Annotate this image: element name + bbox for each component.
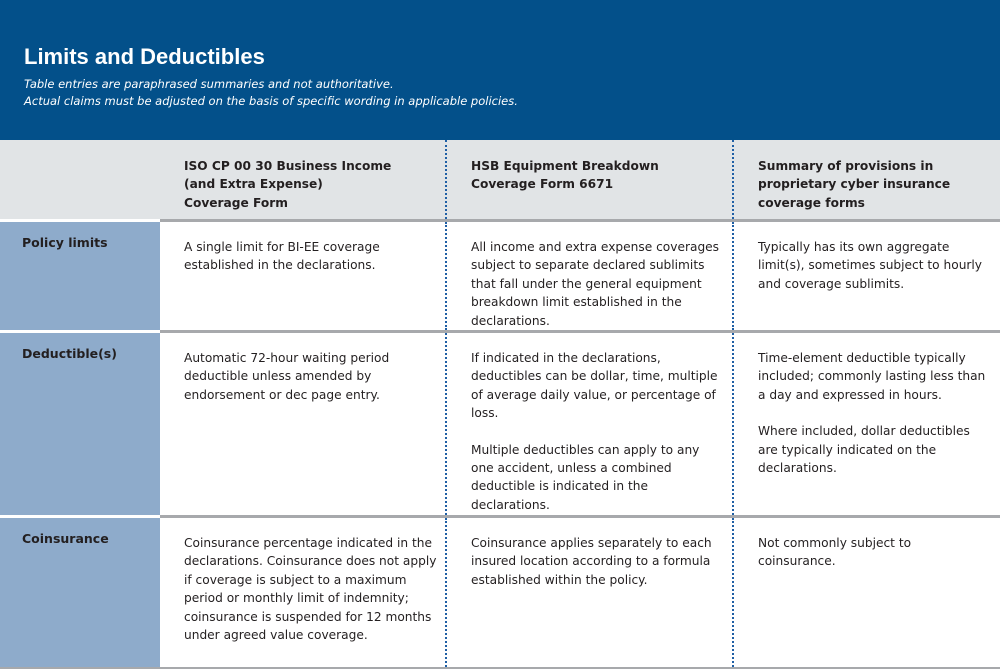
table-row xyxy=(0,330,1000,515)
cell-text: Time-element deductible typically included; commonly lasting less than a day and expressed in hours. xyxy=(758,351,986,402)
cell-text: Where included, dollar deductibles are typically indicated on the declarations. xyxy=(758,424,970,476)
column-header-hsb xyxy=(445,140,732,219)
limits-table xyxy=(0,140,1000,669)
header-line: Coverage Form xyxy=(184,195,288,210)
column-header-iso xyxy=(160,140,445,219)
disclaimer-line: Actual claims must be adjusted on the basis of specific wording in applicable policies. xyxy=(24,94,518,108)
table-cell xyxy=(445,222,732,330)
header-line: proprietary cyber insurance xyxy=(758,177,951,192)
page-title: Limits and Deductibles xyxy=(24,44,265,69)
cell-text: Typically has its own aggregate limit(s), sometimes subject to hourly and coverage sublimits. xyxy=(758,240,983,291)
header-line: HSB Equipment Breakdown xyxy=(471,159,659,173)
cell-text: If indicated in the declarations, deductibles can be dollar, time, multiple of average daily value, or percentage of loss. xyxy=(471,351,718,421)
row-label: Policy limits xyxy=(0,219,160,330)
table-row xyxy=(0,219,1000,330)
header-line: (and Extra Expense) xyxy=(184,177,323,192)
table-cell xyxy=(732,518,1000,667)
header-line: coverage forms xyxy=(758,195,865,210)
table-cell xyxy=(732,333,1000,515)
cell-text: Automatic 72-hour waiting period deductible unless amended by endorsement or dec page entry. xyxy=(184,351,390,402)
table-row xyxy=(0,515,1000,667)
column-header-cyber xyxy=(732,140,1000,219)
table-cell xyxy=(160,222,445,330)
table-cell xyxy=(160,518,445,667)
header-line: Summary of provisions in xyxy=(758,159,934,173)
table-cell xyxy=(445,518,732,667)
header-line: Coverage Form 6671 xyxy=(471,177,614,192)
title-banner xyxy=(0,0,1000,140)
cell-text: Multiple deductibles can apply to any one accident, unless a combined deductible is indicated in the declarations. xyxy=(471,442,700,512)
row-label: Deductible(s) xyxy=(0,330,160,515)
cell-text: All income and extra expense coverages subject to separate declared sublimits that fall under the general equipment breakdown limit established in the declarations. xyxy=(471,240,720,328)
cell-text: Not commonly subject to coinsurance. xyxy=(758,536,912,569)
table-header-row xyxy=(0,140,1000,219)
table-cell xyxy=(445,333,732,515)
corner-cell xyxy=(0,140,160,219)
disclaimer-line: Table entries are paraphrased summaries and not authoritative. xyxy=(24,77,394,91)
cell-text: Coinsurance percentage indicated in the declarations. Coinsurance does not apply if coverage is subject to a maximum period or monthly limit of indemnity; coinsurance is suspended for 12 months under agreed value coverage. xyxy=(184,536,437,643)
table-cell xyxy=(160,333,445,515)
row-label: Coinsurance xyxy=(0,515,160,667)
cell-text: Coinsurance applies separately to each insured location according to a formula established within the policy. xyxy=(471,536,712,587)
header-line: ISO CP 00 30 Business Income xyxy=(184,159,392,173)
table-cell xyxy=(732,222,1000,330)
cell-text: A single limit for BI-EE coverage established in the declarations. xyxy=(184,240,380,273)
